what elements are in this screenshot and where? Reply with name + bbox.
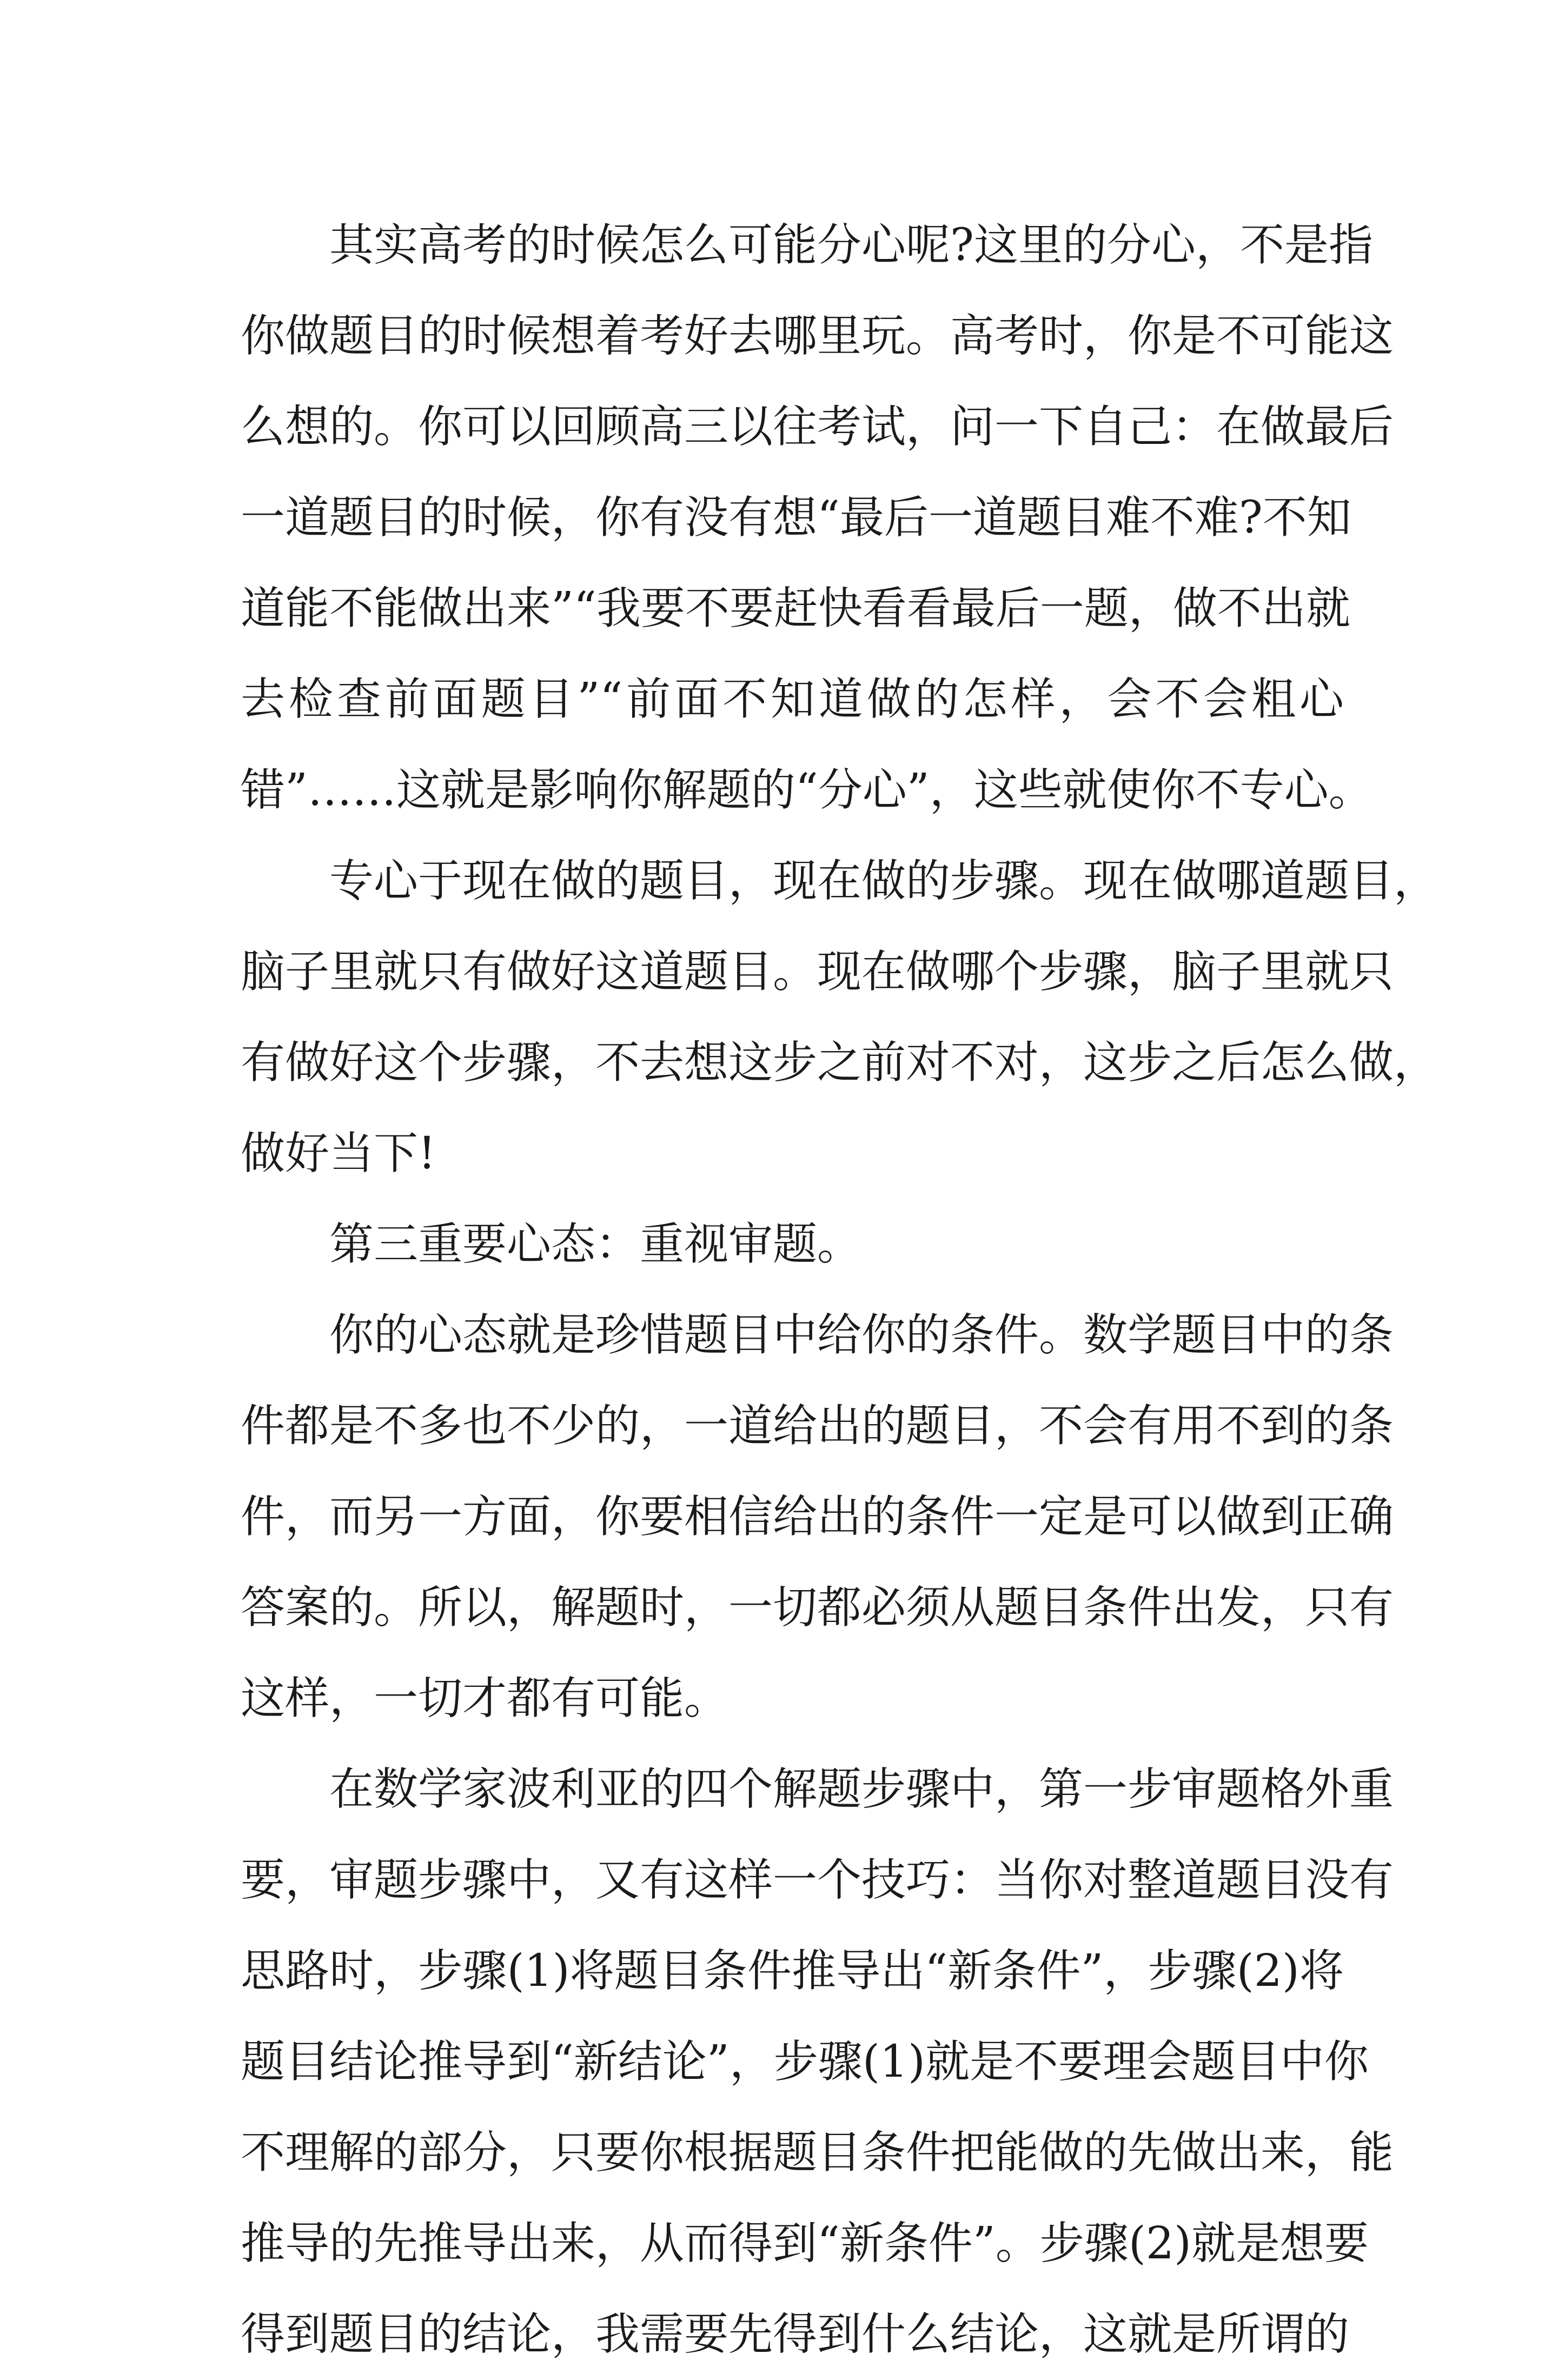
paragraph-polya	[241, 1744, 1394, 2380]
paragraph-line: 思路时，步骤(1)将题目条件推导出“新条件”，步骤(2)将	[241, 1945, 1344, 1997]
paragraph-line: 答案的。所以，解题时，一切都必须从题目条件出发，只有	[241, 1582, 1394, 1633]
paragraph-line: 件，而另一方面，你要相信给出的条件一定是可以做到正确	[241, 1491, 1394, 1543]
paragraph-line: 在数学家波利亚的四个解题步骤中，第一步审题格外重	[329, 1764, 1394, 1815]
paragraph-focus	[241, 836, 1438, 1199]
paragraph-distraction	[241, 200, 1394, 836]
paragraph-line: 做好当下!	[241, 1128, 436, 1179]
paragraph-line: 这样，一切才都有可能。	[241, 1673, 729, 1724]
paragraph-line: 要，审题步骤中，又有这样一个技巧：当你对整道题目没有	[241, 1854, 1394, 1906]
paragraph-line: 脑子里就只有做好这道题目。现在做哪个步骤，脑子里就只	[241, 946, 1394, 998]
paragraph-line: 推导的先推导出来，从而得到“新条件”。步骤(2)就是想要	[241, 2218, 1369, 2269]
paragraph-line: 一道题目的时候，你有没有想“最后一道题目难不难?不知	[241, 492, 1351, 543]
paragraph-line: 道能不能做出来”“我要不要赶快看看最后一题，做不出就	[241, 583, 1350, 634]
paragraph-line: 么想的。你可以回顾高三以往考试，问一下自己：在做最后	[241, 401, 1394, 453]
paragraph-line: 其实高考的时候怎么可能分心呢?这里的分心，不是指	[329, 220, 1373, 271]
paragraph-line: 错”……这就是影响你解题的“分心”，这些就使你不专心。	[241, 764, 1373, 816]
paragraph-line: 有做好这个步骤，不去想这步之前对不对，这步之后怎么做，	[241, 1037, 1438, 1088]
paragraph-line: 得到题目的结论，我需要先得到什么结论，这就是所谓的	[241, 2309, 1350, 2360]
paragraph-line: 去检查前面题目”“前面不知道做的怎样，会不会粗心	[241, 674, 1344, 725]
paragraph-line: 你的心态就是珍惜题目中给你的条件。数学题目中的条	[329, 1309, 1394, 1361]
paragraph-conditions	[241, 1290, 1394, 1744]
heading-line: 第三重要心态：重视审题。	[329, 1219, 862, 1270]
document-body	[241, 200, 1438, 2380]
paragraph-line: 题目结论推导到“新结论”，步骤(1)就是不要理会题目中你	[241, 2036, 1369, 2088]
paragraph-line: 件都是不多也不少的，一道给出的题目，不会有用不到的条	[241, 1400, 1394, 1452]
paragraph-line: 你做题目的时候想着考好去哪里玩。高考时，你是不可能这	[241, 310, 1394, 362]
section-heading	[241, 1199, 1344, 1290]
paragraph-line: 不理解的部分，只要你根据题目条件把能做的先做出来，能	[241, 2127, 1394, 2178]
paragraph-line: 专心于现在做的题目，现在做的步骤。现在做哪道题目，	[329, 855, 1438, 907]
